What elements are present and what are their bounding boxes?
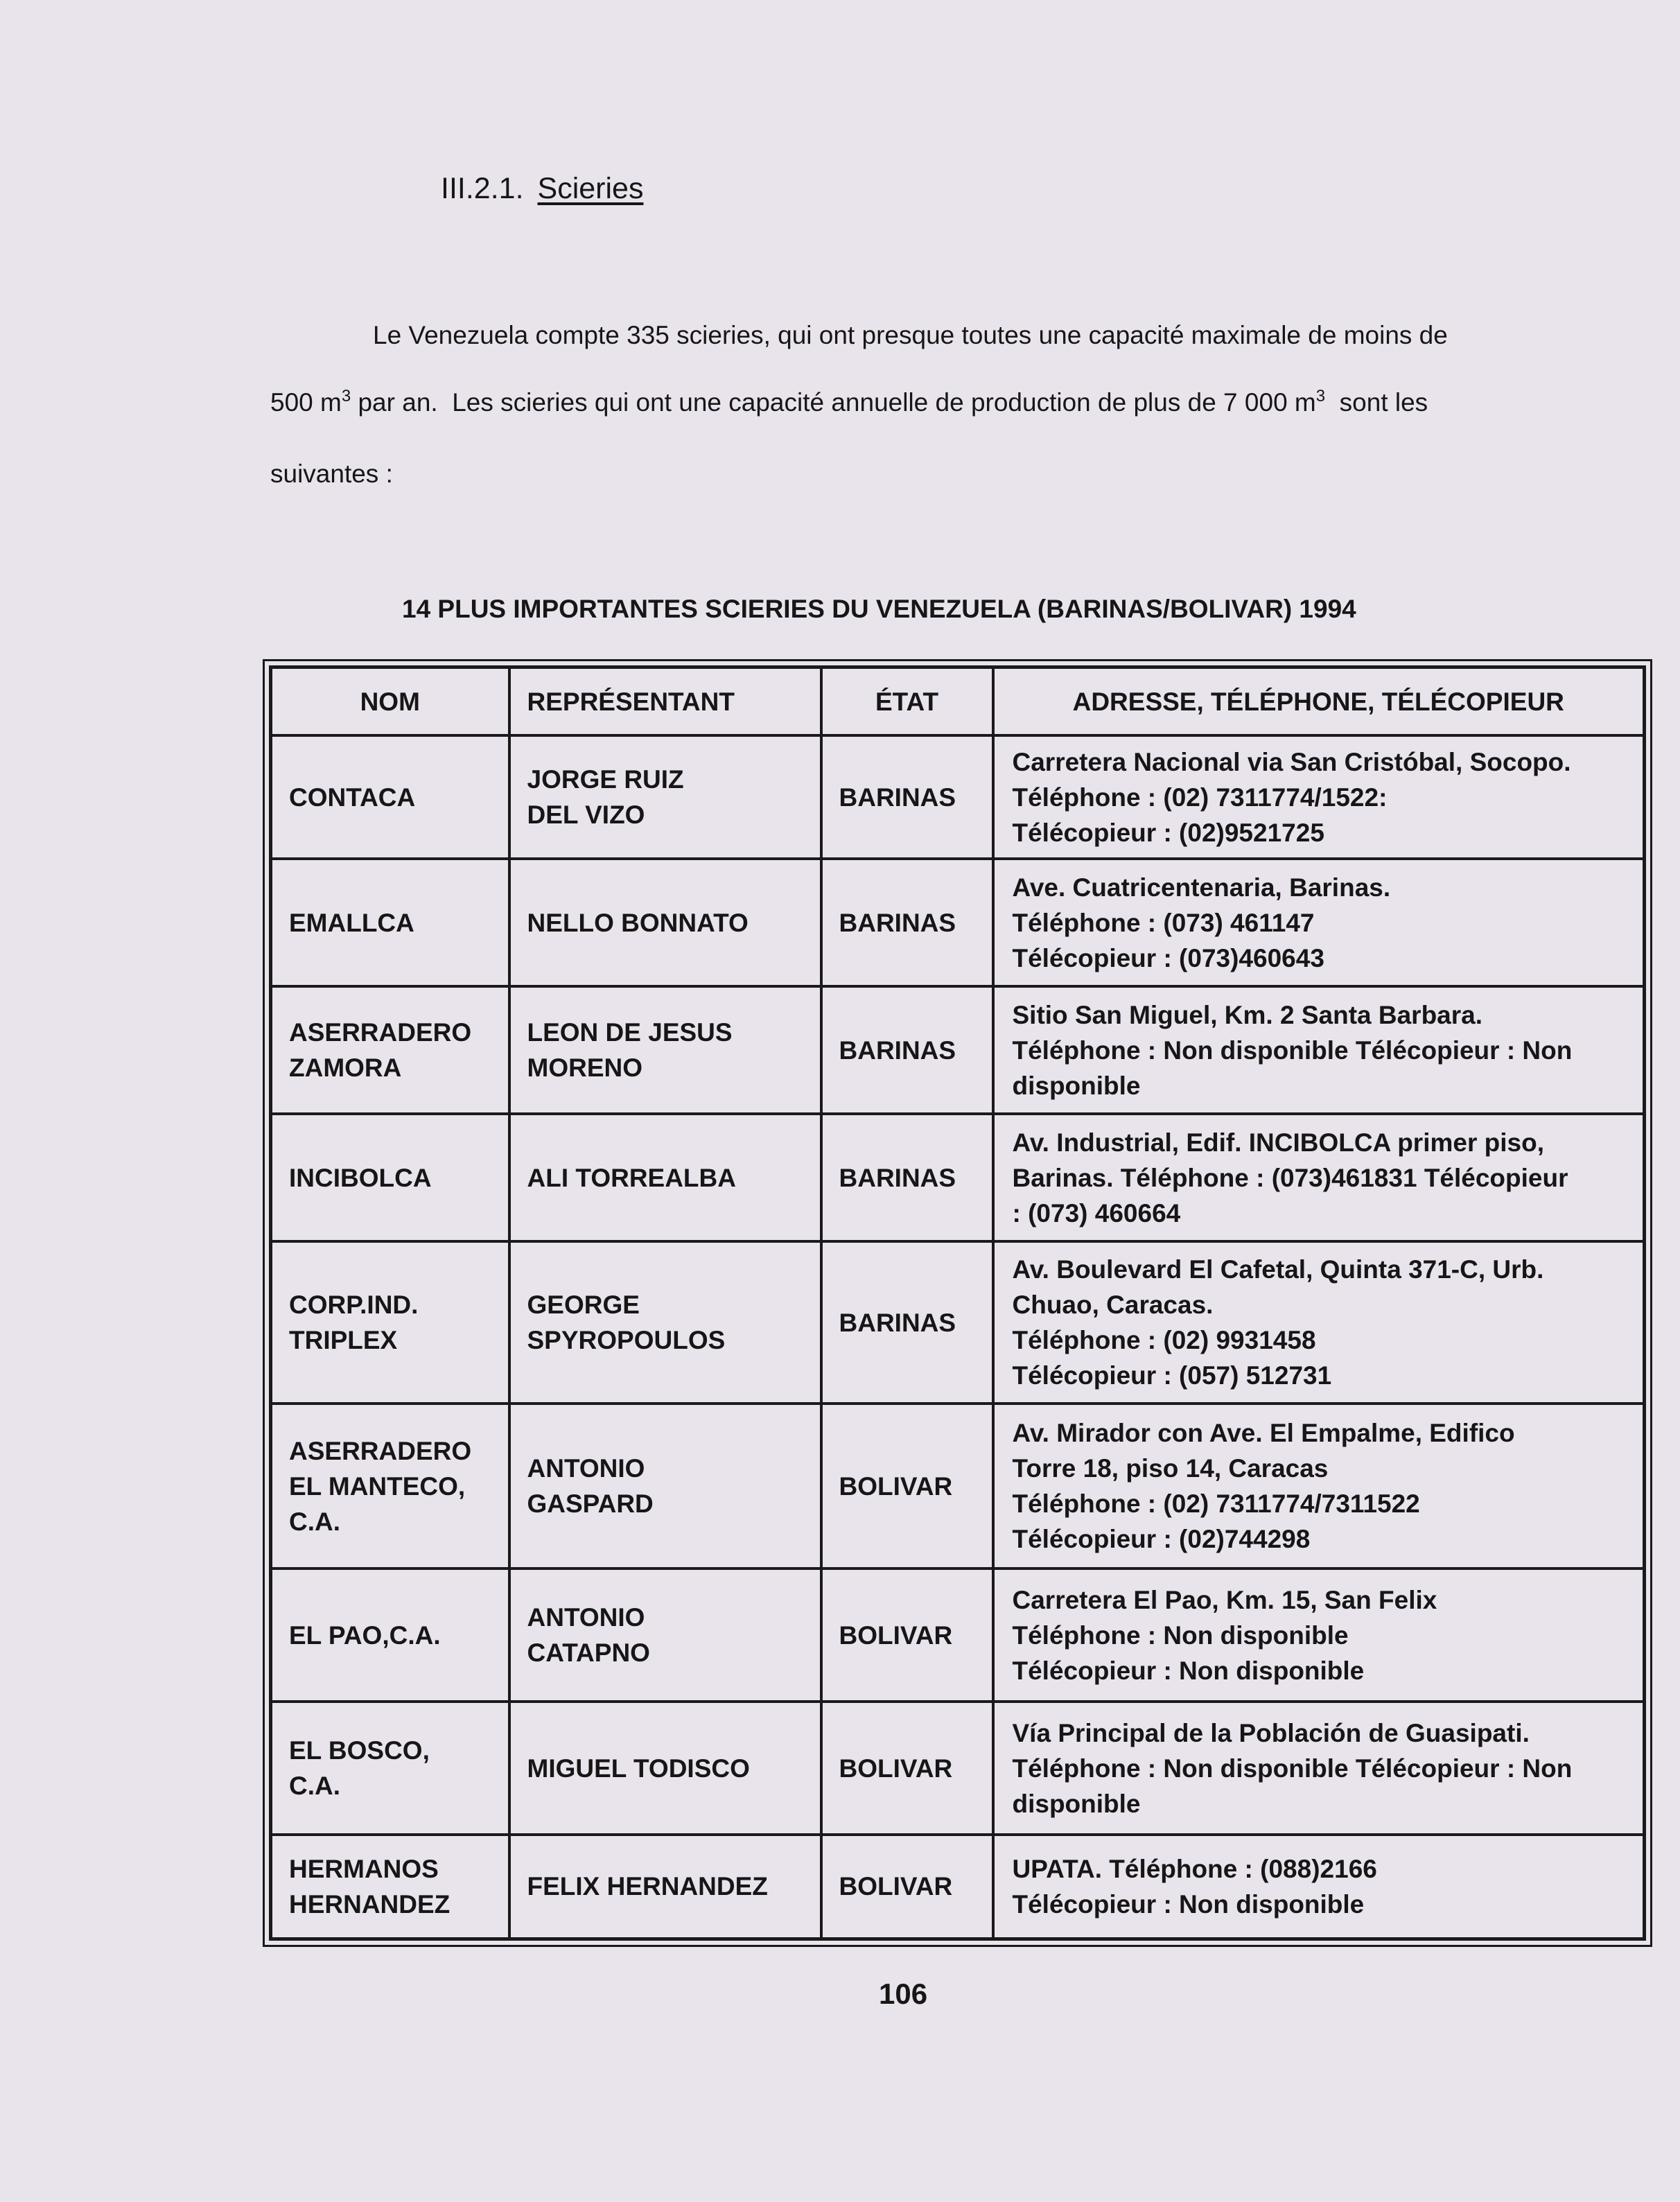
cell-adresse-line: Torre 18, piso 14, Caracas <box>1012 1454 1329 1483</box>
cell-adresse-line: Av. Boulevard El Cafetal, Quinta 371-C, Urb. <box>1012 1255 1544 1284</box>
cell-representant-line: SPYROPOULOS <box>527 1326 726 1354</box>
cell-nom-line: EMALLCA <box>289 908 414 937</box>
paragraph-text: 500 m <box>270 388 342 417</box>
cell-adresse-line: Carretera Nacional via San Cristóbal, Socopo. <box>1012 747 1571 776</box>
cell-nom-line: INCIBOLCA <box>289 1163 432 1192</box>
cell-nom-line: EL BOSCO, <box>289 1736 430 1765</box>
cell-representant <box>509 1404 821 1569</box>
cell-adresse-line: Télécopieur : (02)744298 <box>1012 1525 1311 1553</box>
cell-adresse-line: Barinas. Téléphone : (073)461831 Télécopieur <box>1012 1163 1568 1192</box>
cell-adresse-line: Carretera El Pao, Km. 15, San Felix <box>1012 1585 1437 1614</box>
cell-adresse-line: Télécopieur : (057) 512731 <box>1012 1361 1332 1390</box>
cell-representant-line: ANTONIO <box>527 1603 645 1632</box>
cell-representant-line: DEL VIZO <box>527 801 645 829</box>
cell-nom <box>271 1569 509 1702</box>
cell-representant <box>509 986 821 1114</box>
header-adresse: ADRESSE, TÉLÉPHONE, TÉLÉCOPIEUR <box>993 667 1645 736</box>
cell-nom-line: TRIPLEX <box>289 1326 398 1354</box>
cell-nom-line: HERMANOS <box>289 1854 439 1883</box>
cell-etat: BOLIVAR <box>821 1569 993 1702</box>
cell-adresse-line: Av. Industrial, Edif. INCIBOLCA primer piso, <box>1012 1128 1544 1157</box>
cell-representant <box>509 859 821 986</box>
cell-nom <box>271 859 509 986</box>
cell-adresse-line: Téléphone : (02) 9931458 <box>1012 1326 1316 1354</box>
cell-representant-line: MORENO <box>527 1054 642 1082</box>
cell-representant <box>509 1835 821 1939</box>
cell-adresse <box>993 1241 1645 1404</box>
cell-representant <box>509 1241 821 1404</box>
table-row <box>271 1702 1645 1835</box>
cell-nom-line: CONTACA <box>289 783 416 812</box>
cell-representant-line: MIGUEL TODISCO <box>527 1754 750 1783</box>
cell-representant-line: LEON DE JESUS <box>527 1018 733 1047</box>
header-etat: ÉTAT <box>821 667 993 736</box>
cell-adresse <box>993 1702 1645 1835</box>
cell-etat: BARINAS <box>821 735 993 859</box>
cell-adresse <box>993 859 1645 986</box>
page-number: 106 <box>879 1977 928 2010</box>
table-row <box>271 735 1645 859</box>
table-header-row <box>271 667 1645 736</box>
cell-adresse-line: Chuao, Caracas. <box>1012 1291 1214 1319</box>
cell-nom <box>271 1835 509 1939</box>
table-title: 14 PLUS IMPORTANTES SCIERIES DU VENEZUELA (BARINAS/BOLIVAR) 1994 <box>402 595 1356 623</box>
cell-adresse <box>993 1404 1645 1569</box>
cell-etat: BARINAS <box>821 859 993 986</box>
cell-representant-line: JORGE RUIZ <box>527 765 684 794</box>
cell-adresse <box>993 735 1645 859</box>
section-number: III.2.1. <box>441 172 524 205</box>
header-nom: NOM <box>271 667 509 736</box>
cell-adresse <box>993 1835 1645 1939</box>
cell-adresse <box>993 1569 1645 1702</box>
cell-adresse-line: : (073) 460664 <box>1012 1198 1181 1227</box>
cell-etat: BOLIVAR <box>821 1702 993 1835</box>
cell-nom-line: C.A. <box>289 1772 340 1800</box>
cell-adresse-line: Téléphone : (073) 461147 <box>1012 908 1315 937</box>
superscript: 3 <box>1315 387 1326 405</box>
cell-nom <box>271 735 509 859</box>
cell-adresse <box>993 986 1645 1114</box>
cell-adresse <box>993 1114 1645 1241</box>
table-row <box>271 1569 1645 1702</box>
cell-representant-line: CATAPNO <box>527 1639 650 1667</box>
cell-adresse-line: Ave. Cuatricentenaria, Barinas. <box>1012 873 1391 902</box>
sawmills-table <box>269 665 1646 1941</box>
section-heading <box>441 172 643 206</box>
cell-nom-line: C.A. <box>289 1507 340 1536</box>
table-row <box>271 859 1645 986</box>
paragraph-line-1: Le Venezuela compte 335 scieries, qui ont presque toutes une capacité maximale de moins de <box>373 321 1448 349</box>
cell-representant-line: ALI TORREALBA <box>527 1163 736 1192</box>
paragraph-text: sont les <box>1325 388 1428 417</box>
cell-representant-line: ANTONIO <box>527 1454 645 1483</box>
cell-representant <box>509 1702 821 1835</box>
cell-adresse-line: Av. Mirador con Ave. El Empalme, Edifico <box>1012 1419 1515 1447</box>
table-row <box>271 986 1645 1114</box>
cell-etat: BARINAS <box>821 1241 993 1404</box>
cell-nom-line: EL MANTECO, <box>289 1471 466 1501</box>
cell-adresse-line: Sitio San Miguel, Km. 2 Santa Barbara. <box>1012 1000 1483 1029</box>
paragraph-line-3: suivantes : <box>270 460 393 488</box>
cell-representant-line: NELLO BONNATO <box>527 908 749 937</box>
cell-adresse-line: Vía Principal de la Población de Guasipati. <box>1012 1718 1530 1747</box>
cell-adresse-line: disponible <box>1012 1789 1141 1818</box>
table-row <box>271 1835 1645 1939</box>
cell-nom-line: ASERRADERO <box>289 1436 472 1465</box>
cell-etat: BOLIVAR <box>821 1835 993 1939</box>
cell-nom-line: ASERRADERO <box>289 1018 472 1047</box>
cell-etat: BOLIVAR <box>821 1404 993 1569</box>
table-row <box>271 1114 1645 1241</box>
cell-nom <box>271 1241 509 1404</box>
cell-representant <box>509 735 821 859</box>
cell-nom-line: HERNANDEZ <box>289 1889 450 1919</box>
cell-representant <box>509 1569 821 1702</box>
cell-representant-line: GASPARD <box>527 1489 654 1518</box>
cell-nom-line: ZAMORA <box>289 1054 402 1082</box>
cell-etat: BARINAS <box>821 1114 993 1241</box>
cell-adresse-line: disponible <box>1012 1071 1141 1100</box>
paragraph-line-2 <box>270 388 1546 415</box>
cell-nom-line: EL PAO,C.A. <box>289 1620 441 1650</box>
cell-nom <box>271 986 509 1114</box>
cell-adresse-line: Téléphone : (02) 7311774/7311522 <box>1012 1489 1420 1518</box>
header-representant: REPRÉSENTANT <box>509 667 821 736</box>
cell-adresse-line: Télécopieur : (073)460643 <box>1012 943 1324 972</box>
cell-adresse-line: Téléphone : Non disponible <box>1012 1620 1349 1650</box>
paragraph-text: par an. Les scieries qui ont une capacité annuelle de production de plus de 7 000 m <box>351 388 1316 417</box>
cell-adresse-line: UPATA. Téléphone : (088)2166 <box>1012 1854 1377 1883</box>
cell-adresse-line: Téléphone : (02) 7311774/1522: <box>1012 783 1388 812</box>
cell-adresse-line: Téléphone : Non disponible Télécopieur : Non <box>1012 1036 1573 1065</box>
cell-adresse-line: Téléphone : Non disponible Télécopieur : Non <box>1012 1754 1573 1783</box>
cell-etat: BARINAS <box>821 986 993 1114</box>
section-title: Scieries <box>537 172 644 205</box>
table-row <box>271 1241 1645 1404</box>
cell-nom <box>271 1114 509 1241</box>
table-row <box>271 1404 1645 1569</box>
superscript: 3 <box>341 387 351 405</box>
cell-representant <box>509 1114 821 1241</box>
cell-nom <box>271 1404 509 1569</box>
cell-adresse-line: Télécopieur : Non disponible <box>1012 1889 1365 1919</box>
cell-adresse-line: Télécopieur : Non disponible <box>1012 1656 1365 1685</box>
cell-representant-line: GEORGE <box>527 1291 640 1319</box>
cell-representant-line: FELIX HERNANDEZ <box>527 1872 768 1901</box>
table-body <box>271 735 1645 1939</box>
cell-nom <box>271 1702 509 1835</box>
cell-nom-line: CORP.IND. <box>289 1291 419 1319</box>
cell-adresse-line: Télécopieur : (02)9521725 <box>1012 818 1324 847</box>
